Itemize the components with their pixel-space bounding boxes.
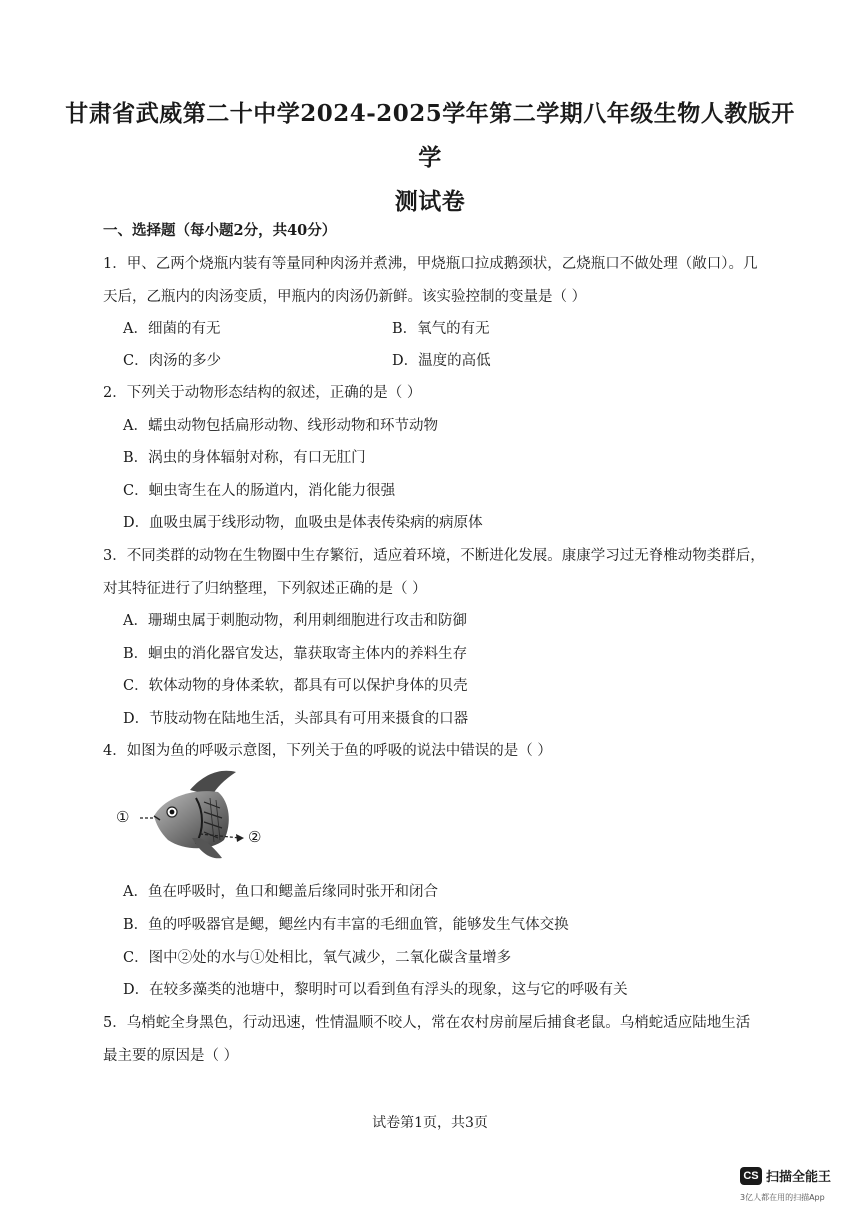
q3-option-c: C．软体动物的身体柔软，都具有可以保护身体的贝壳 [123, 678, 468, 694]
figure-label-2: ② [248, 828, 262, 846]
q2-option-c: C．蛔虫寄生在人的肠道内，消化能力很强 [123, 483, 396, 499]
q4-option-b: B．鱼的呼吸器官是鳃，鳃丝内有丰富的毛细血管，能够发生气体交换 [123, 917, 569, 933]
q1-option-c: C．肉汤的多少 [123, 353, 222, 369]
q4-option-d: D．在较多藻类的池塘中，黎明时可以看到鱼有浮头的现象，这与它的呼吸有关 [123, 982, 628, 998]
cs-logo-icon: CS [740, 1167, 762, 1185]
q2-option-a: A．蠕虫动物包括扁形动物、线形动物和环节动物 [123, 418, 438, 434]
q1-stem-line-1: 1．甲、乙两个烧瓶内装有等量同种肉汤并煮沸，甲烧瓶口拉成鹅颈状，乙烧瓶口不做处理（敞口）。几 [103, 256, 758, 272]
q2-stem: 2．下列关于动物形态结构的叙述，正确的是（ ） [103, 385, 422, 401]
title-line-2: 测试卷 [394, 188, 466, 215]
q3-option-a: A．珊瑚虫属于刺胞动物，利用刺细胞进行攻击和防御 [123, 613, 467, 629]
q3-option-d: D．节肢动物在陆地生活，头部具有可用来摄食的口器 [123, 711, 469, 727]
page-title [60, 92, 800, 224]
q1-option-a: A．细菌的有无 [123, 321, 221, 337]
q3-stem-line-2: 对其特征进行了归纳整理，下列叙述正确的是（ ） [103, 581, 427, 597]
q5-stem-line-2: 最主要的原因是（ ） [103, 1048, 239, 1064]
q1-stem-line-2: 天后，乙瓶内的肉汤变质，甲瓶内的肉汤仍新鲜。该实验控制的变量是（ ） [103, 289, 587, 305]
q3-option-b: B．蛔虫的消化器官发达，靠获取寄主体内的养料生存 [123, 646, 468, 662]
q4-stem: 4．如图为鱼的呼吸示意图，下列关于鱼的呼吸的说法中错误的是（ ） [103, 743, 552, 759]
q4-option-a: A．鱼在呼吸时，鱼口和鳃盖后缘同时张开和闭合 [123, 884, 438, 900]
fish-drawing [112, 768, 282, 868]
q4-option-c: C．图中②处的水与①处相比，氧气减少，二氧化碳含量增多 [123, 950, 512, 966]
figure-label-1: ① [116, 808, 130, 826]
q3-stem-line-1: 3．不同类群的动物在生物圈中生存繁衍，适应着环境，不断进化发展。康康学习过无脊椎动物类群后， [103, 548, 765, 564]
q1-option-d: D．温度的高低 [392, 353, 491, 369]
q2-option-b: B．涡虫的身体辐射对称，有口无肛门 [123, 450, 366, 466]
cs-app-name: 扫描全能王 [766, 1170, 832, 1185]
q5-stem-line-1: 5．乌梢蛇全身黑色，行动迅速，性情温顺不咬人，常在农村房前屋后捕食老鼠。乌梢蛇适应陆地生活 [103, 1015, 751, 1031]
cs-slogan: 3亿人都在用的扫描App [740, 1193, 825, 1202]
q2-option-d: D．血吸虫属于线形动物，血吸虫是体表传染病的病原体 [123, 515, 483, 531]
section-heading: 一、选择题（每小题2分，共40分） [103, 222, 337, 239]
page-footer: 试卷第1页，共3页 [372, 1115, 488, 1131]
camscanner-watermark [740, 1166, 831, 1185]
q1-option-b: B．氧气的有无 [392, 321, 490, 337]
fish-respiration-figure [112, 768, 282, 868]
title-line-1: 甘肃省武威第二十中学2024-2025学年第二学期八年级生物人教版开学 [65, 100, 795, 171]
